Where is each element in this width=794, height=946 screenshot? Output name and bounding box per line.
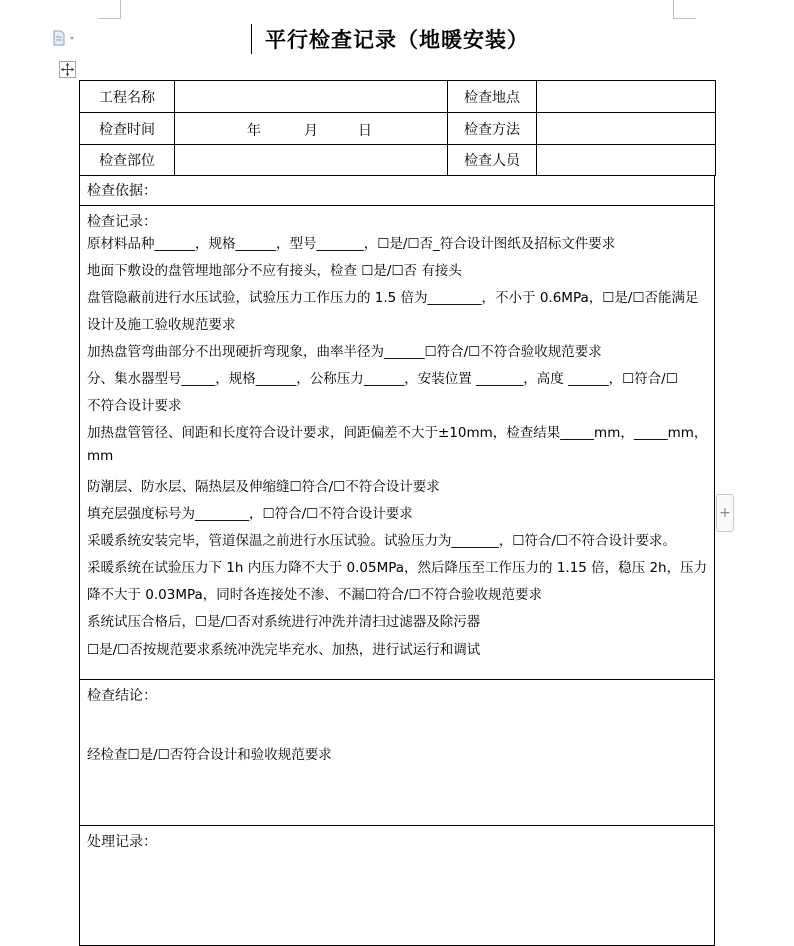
- project-name-field[interactable]: [175, 81, 448, 113]
- record-line: 降不大于 0.03MPa，同时各连接处不渗、不漏☐符合/☐不符合验收规范要求: [87, 587, 543, 603]
- record-line: 防潮层、防水层、隔热层及伸缩缝☐符合/☐不符合设计要求: [87, 479, 440, 495]
- record-line: 分、集水器型号_____，规格______，公称压力______，安装位置 _______，高度 ______，☐符合/☐: [87, 371, 678, 387]
- record-line: 采暖系统在试验压力下 1h 内压力降不大于 0.05MPa，然后降压至工作压力的 1.15 倍，稳压 2h，压力: [87, 560, 708, 576]
- person-label: 检查人员: [448, 145, 537, 176]
- process-section[interactable]: [79, 826, 715, 946]
- record-line: 加热盘管弯曲部分不出现硬折弯现象，曲率半径为______☐符合/☐不符合验收规范要求: [87, 344, 602, 360]
- method-label: 检查方法: [448, 113, 537, 145]
- method-field[interactable]: [537, 113, 716, 145]
- year-label: 年: [247, 123, 261, 139]
- record-line: 地面下敷设的盘管埋地部分不应有接头，检查 ☐是/☐否 有接头: [87, 263, 462, 279]
- location-field[interactable]: [537, 81, 716, 113]
- basis-label: 检查依据：: [87, 183, 157, 199]
- person-field[interactable]: [537, 145, 716, 176]
- process-label: 处理记录：: [87, 834, 157, 850]
- expand-button[interactable]: +: [716, 494, 734, 532]
- record-section[interactable]: [79, 206, 715, 680]
- part-label: 检查部位: [80, 145, 175, 176]
- time-field[interactable]: [175, 113, 448, 145]
- record-label: 检查记录：: [87, 214, 157, 230]
- record-line: 不符合设计要求: [87, 398, 182, 414]
- conclusion-section[interactable]: [79, 680, 715, 826]
- part-field[interactable]: [175, 145, 448, 176]
- record-line: 加热盘管管径、间距和长度符合设计要求，间距偏差不大于±10mm，检查结果_____mm，_____mm，: [87, 425, 708, 441]
- basis-section[interactable]: [79, 175, 715, 206]
- record-line: 填充层强度标号为________，☐符合/☐不符合设计要求: [87, 506, 413, 522]
- header-table: [79, 80, 716, 176]
- project-name-label: 工程名称: [80, 81, 175, 113]
- table-move-handle-icon[interactable]: [59, 61, 76, 78]
- record-line: ☐是/☐否按规范要求系统冲洗完毕充水、加热，进行试运行和调试: [87, 642, 481, 658]
- conclusion-text: 经检查☐是/☐否符合设计和验收规范要求: [87, 747, 332, 763]
- record-line: 系统试压合格后，☐是/☐否对系统进行冲洗并清扫过滤器及除污器: [87, 614, 481, 630]
- record-line: 原材料品种______，规格______，型号_______，☐是/☐否_符合设计图纸及招标文件要求: [87, 236, 616, 252]
- location-label: 检查地点: [448, 81, 537, 113]
- day-label: 日: [358, 123, 372, 139]
- record-line: 采暖系统安装完毕，管道保温之前进行水压试验。试验压力为_______，☐符合/☐不符合设计要求。: [87, 533, 677, 549]
- document-title[interactable]: 平行检查记录（地暖安装）: [265, 27, 529, 52]
- conclusion-label: 检查结论：: [87, 688, 157, 704]
- record-line: 盘管隐蔽前进行水压试验，试验压力工作压力的 1.5 倍为________，不小于 0.6MPa，☐是/☐否能满足: [87, 290, 699, 306]
- record-line: 设计及施工验收规范要求: [87, 317, 236, 333]
- page-corner-top-left: [98, 0, 121, 19]
- page-corner-top-right: [673, 0, 696, 19]
- time-label: 检查时间: [80, 113, 175, 145]
- month-label: 月: [304, 123, 318, 139]
- record-line: mm: [87, 448, 114, 464]
